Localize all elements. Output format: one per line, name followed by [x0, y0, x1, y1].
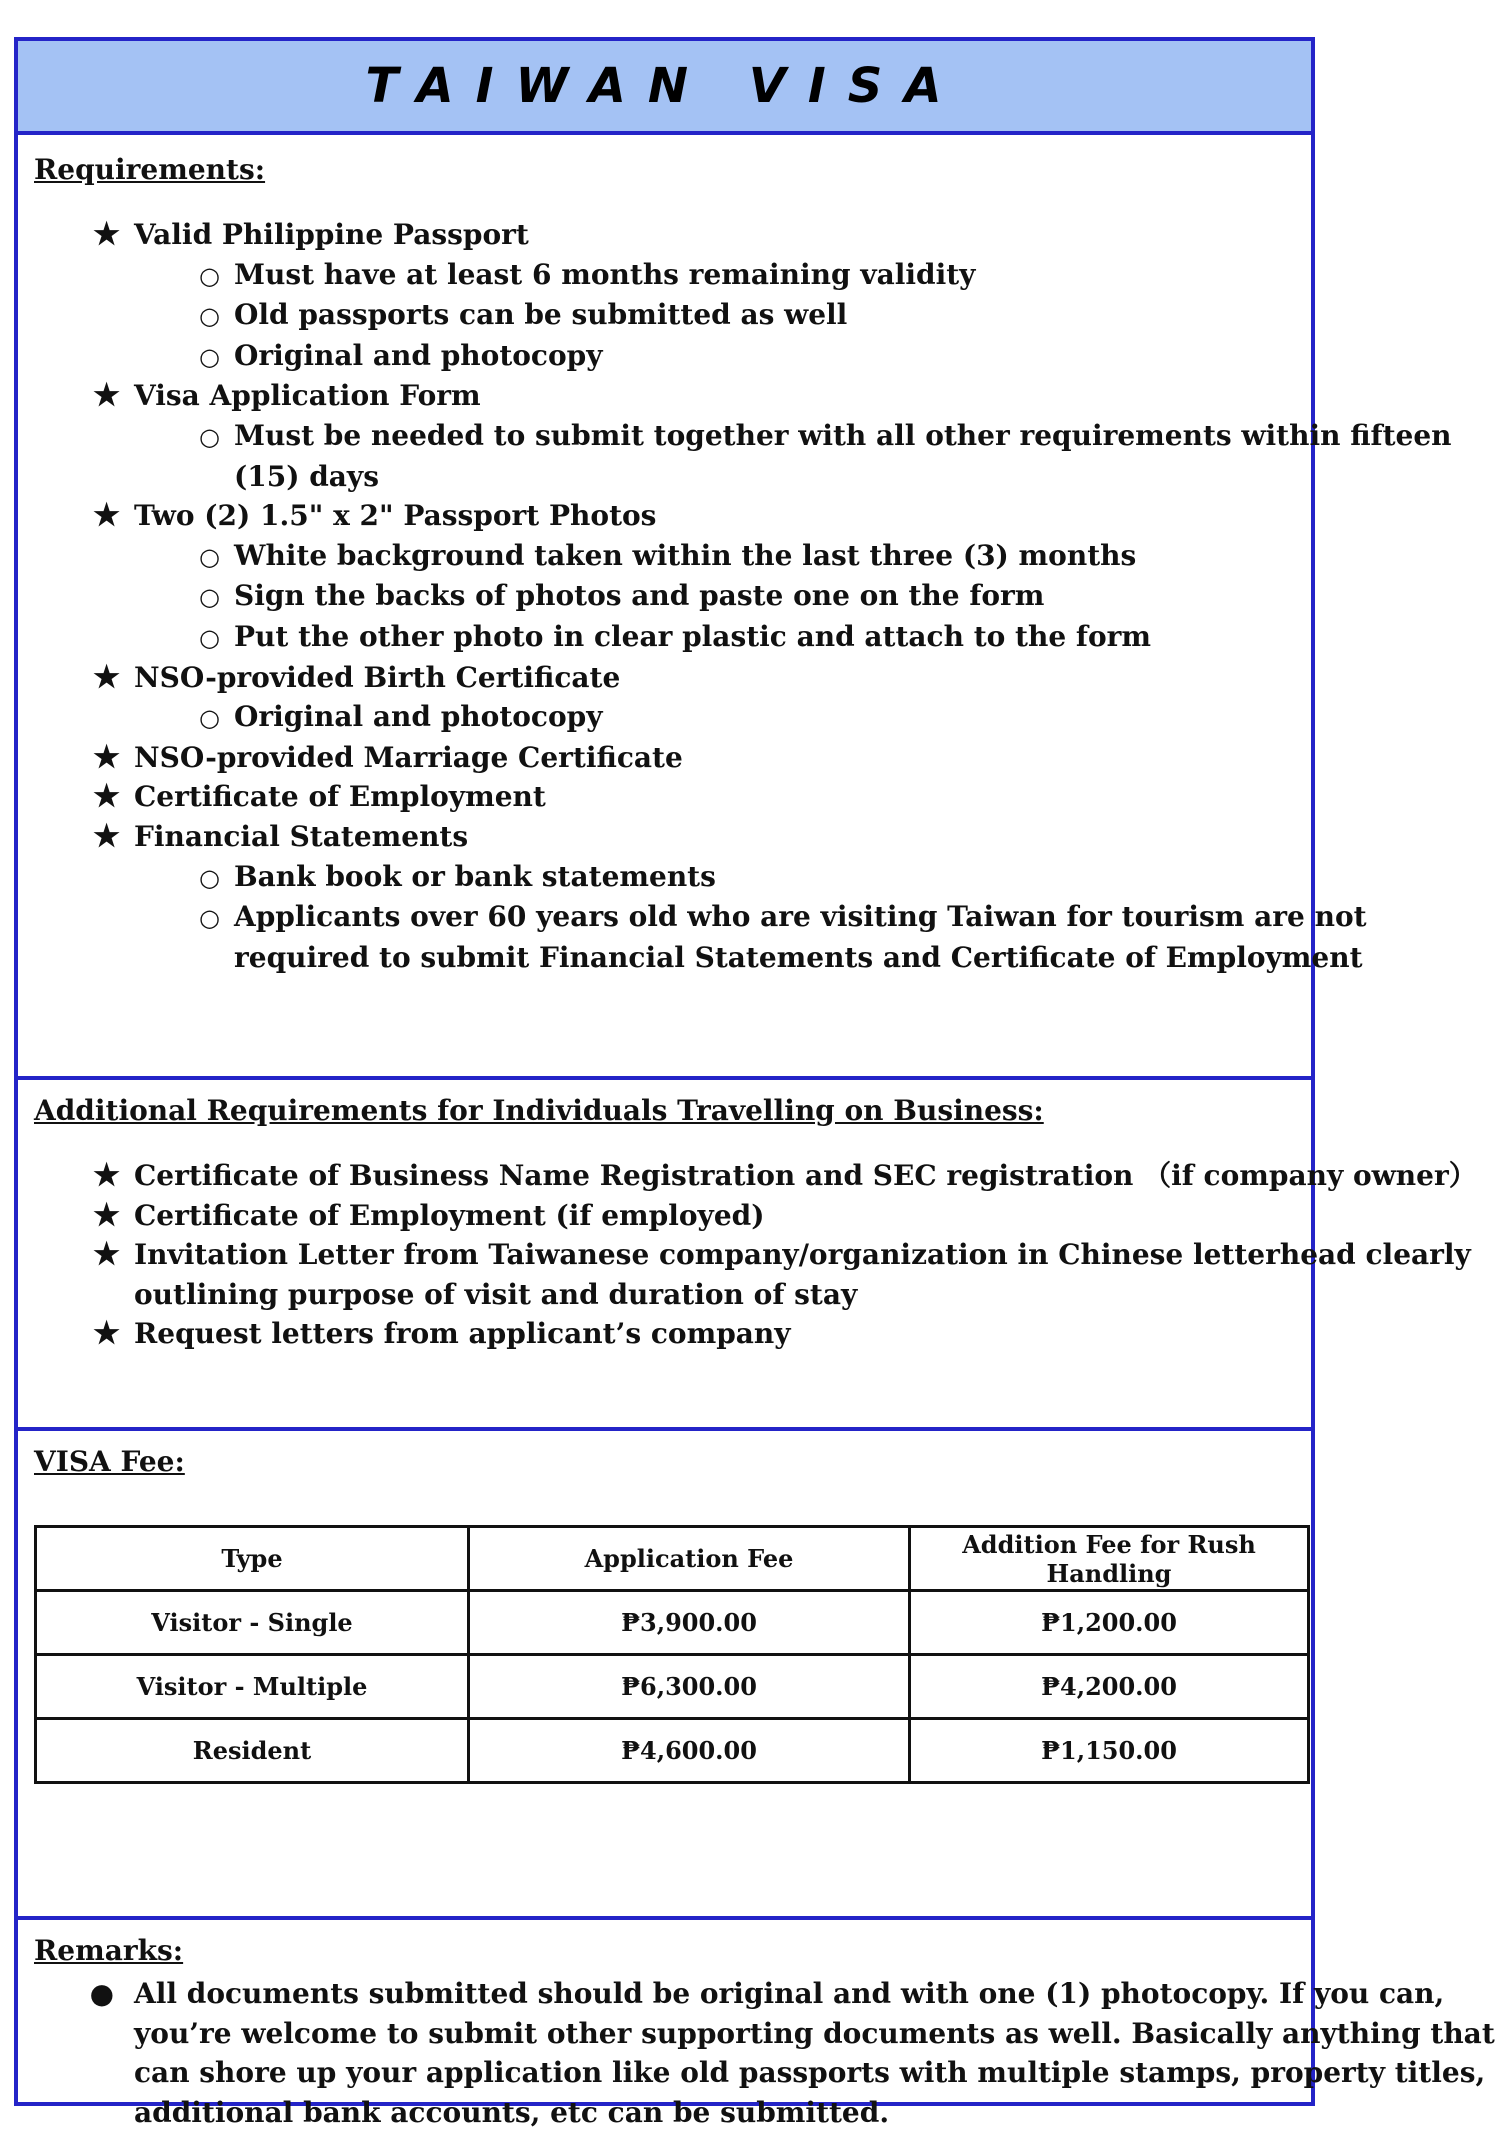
star-icon: ★	[93, 1158, 120, 1193]
cell-type: Resident	[36, 1719, 469, 1783]
list-item-text: Must be needed to submit together with all other requirements within fifteen	[234, 418, 1452, 452]
star-icon: ★	[93, 779, 120, 815]
star-icon: ★	[93, 378, 120, 414]
circle-bullet-icon: ○	[199, 421, 220, 451]
page-title: TAIWAN VISA	[365, 58, 964, 114]
list-item	[18, 376, 1308, 416]
list-item	[18, 897, 1367, 938]
list-item	[18, 1196, 1308, 1236]
list-item-text: Request letters from applicant’s company	[134, 1317, 791, 1351]
table-row	[36, 1591, 1309, 1655]
list-item	[18, 938, 1363, 978]
column-header-type: Type	[36, 1527, 469, 1591]
star-icon: ★	[93, 1237, 120, 1273]
circle-bullet-icon: ○	[199, 301, 220, 331]
list-item	[18, 817, 1308, 857]
list-item-text: Old passports can be submitted as well	[234, 298, 848, 332]
star-icon: ★	[93, 659, 120, 695]
list-item	[18, 496, 1308, 536]
remarks-text: you’re welcome to submit other supporting documents as well. Basically anything that	[134, 2016, 1495, 2050]
list-item	[18, 738, 1308, 778]
list-item-text: (15) days	[234, 459, 379, 493]
list-item-text: Sign the backs of photos and paste one on the form	[234, 579, 1045, 613]
circle-bullet-icon: ○	[199, 903, 220, 933]
list-item-text: required to submit Financial Statements and Certificate of Employment	[234, 940, 1363, 974]
remarks-line	[18, 2014, 1495, 2054]
circle-bullet-icon: ○	[199, 862, 220, 892]
visa-document	[14, 37, 1495, 2129]
remarks-line	[18, 1974, 1445, 2014]
list-item	[18, 295, 1308, 336]
remarks-text: All documents submitted should be original and with one (1) photocopy. If you can,	[134, 1977, 1445, 2010]
visa-fee-table	[34, 1525, 1310, 1784]
cell-type: Visitor - Multiple	[36, 1655, 469, 1719]
list-item-text: Original and photocopy	[234, 338, 603, 372]
remarks-line	[18, 2093, 1308, 2132]
list-item	[18, 658, 1308, 698]
remarks-line	[18, 2053, 1486, 2093]
list-item	[18, 536, 1308, 577]
title-banner	[18, 41, 1311, 135]
list-item	[18, 255, 1308, 296]
cell-rush-fee: ₱4,200.00	[910, 1655, 1309, 1719]
list-item	[18, 336, 1308, 377]
list-item-text: Invitation Letter from Taiwanese company/organization in Chinese letterhead clearly	[134, 1238, 1471, 1272]
list-item	[18, 416, 1452, 457]
column-header-rush-fee: Addition Fee for Rush Handling	[910, 1527, 1309, 1591]
table-row	[36, 1719, 1309, 1783]
list-item-text: White background taken within the last three (3) months	[234, 538, 1137, 572]
business-heading: Additional Requirements for Individuals Travelling on Business:	[34, 1094, 1044, 1127]
cell-application-fee: ₱4,600.00	[469, 1719, 910, 1783]
bullet-icon: ●	[89, 1977, 114, 2010]
cell-application-fee: ₱3,900.00	[469, 1591, 910, 1655]
list-item	[18, 576, 1308, 617]
star-icon: ★	[93, 739, 120, 775]
list-item-text: NSO-provided Marriage Certificate	[134, 740, 683, 774]
list-item-text: Certificate of Employment	[134, 780, 546, 814]
visa-fee-heading: VISA Fee:	[34, 1445, 185, 1478]
list-item-text: Bank book or bank statements	[234, 859, 716, 893]
list-item-text: Financial Statements	[134, 819, 469, 853]
remarks-item	[18, 1974, 1495, 2132]
circle-bullet-icon: ○	[199, 703, 220, 733]
list-item	[18, 777, 1308, 817]
circle-bullet-icon: ○	[199, 541, 220, 571]
star-icon: ★	[93, 1316, 120, 1352]
list-item-text: Two (2) 1.5" x 2" Passport Photos	[134, 499, 657, 533]
list-item	[18, 617, 1308, 658]
list-item	[18, 215, 1308, 255]
list-item-text: Put the other photo in clear plastic and attach to the form	[234, 619, 1152, 653]
star-icon: ★	[93, 498, 120, 534]
star-icon: ★	[93, 1197, 120, 1233]
requirements-section	[18, 135, 1452, 1080]
cell-rush-fee: ₱1,150.00	[910, 1719, 1309, 1783]
cell-type: Visitor - Single	[36, 1591, 469, 1655]
cell-rush-fee: ₱1,200.00	[910, 1591, 1309, 1655]
circle-bullet-icon: ○	[199, 341, 220, 371]
list-item-text: outlining purpose of visit and duration of stay	[134, 1277, 858, 1311]
list-item	[18, 697, 1308, 738]
list-item	[18, 457, 1308, 497]
visa-fee-section	[18, 1431, 1311, 1920]
circle-bullet-icon: ○	[199, 622, 220, 652]
table-row	[36, 1655, 1309, 1719]
requirements-list	[18, 215, 1452, 977]
circle-bullet-icon: ○	[199, 260, 220, 290]
list-item	[18, 857, 1308, 898]
list-item-text: Visa Application Form	[134, 379, 481, 413]
list-item	[18, 1314, 1308, 1354]
business-requirements-list	[18, 1156, 1477, 1354]
list-item-text: Applicants over 60 years old who are visiting Taiwan for tourism are not	[234, 900, 1367, 934]
list-item-text: NSO-provided Birth Certificate	[134, 660, 621, 694]
circle-bullet-icon: ○	[199, 582, 220, 612]
star-icon: ★	[93, 217, 120, 252]
remarks-text: additional bank accounts, etc can be submitted.	[134, 2095, 890, 2129]
list-item	[18, 1235, 1471, 1275]
business-requirements-section	[18, 1080, 1477, 1431]
remarks-heading: Remarks:	[34, 1934, 184, 1967]
remarks-section	[18, 1920, 1495, 2129]
table-header-row	[36, 1527, 1309, 1591]
list-item-text: Certificate of Business Name Registration and SEC registration （if company owner）	[134, 1159, 1477, 1192]
remarks-text: can shore up your application like old passports with multiple stamps, property titles,	[134, 2056, 1486, 2090]
list-item-text: Must have at least 6 months remaining validity	[234, 257, 976, 291]
list-item-text: Original and photocopy	[234, 700, 603, 734]
column-header-application-fee: Application Fee	[469, 1527, 910, 1591]
list-item	[18, 1275, 1308, 1315]
requirements-heading: Requirements:	[34, 153, 266, 186]
list-item	[18, 1156, 1477, 1196]
list-item-text: Valid Philippine Passport	[134, 218, 529, 251]
list-item-text: Certificate of Employment (if employed)	[134, 1198, 765, 1232]
cell-application-fee: ₱6,300.00	[469, 1655, 910, 1719]
star-icon: ★	[93, 818, 120, 854]
